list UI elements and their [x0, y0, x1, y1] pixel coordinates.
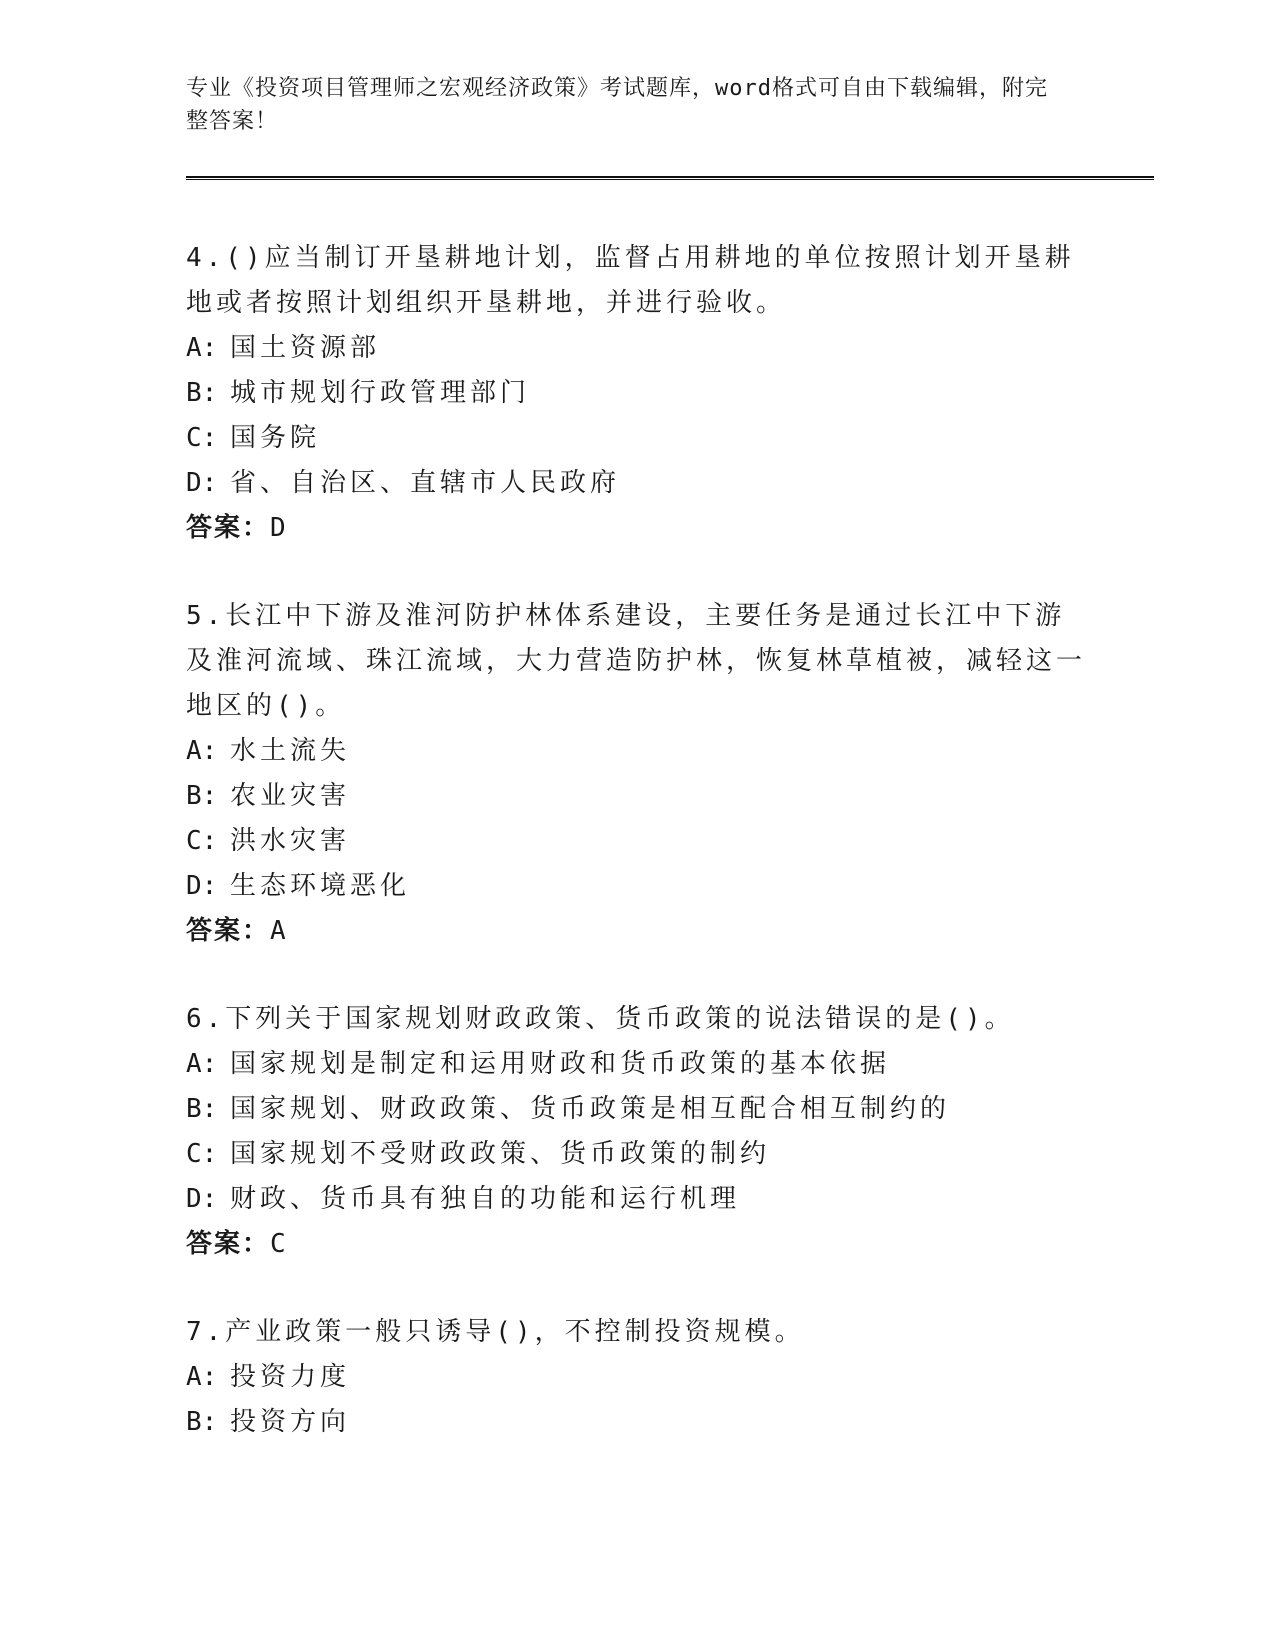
- header-divider: [186, 176, 1154, 180]
- option-key: B:: [186, 1407, 218, 1437]
- answer-option: [186, 819, 1086, 864]
- answer-option: [186, 371, 1086, 416]
- question-item: [186, 997, 1086, 1267]
- option-text: 城市规划行政管理部门: [230, 378, 531, 408]
- option-text: 农业灾害: [230, 781, 351, 811]
- option-key: A:: [186, 1049, 218, 1079]
- option-text: 国家规划是制定和运用财政和货币政策的基本依据: [230, 1049, 891, 1079]
- question-text: 7.产业政策一般只诱导()，不控制投资规模。: [186, 1317, 805, 1347]
- question-text: 4.()应当制订开垦耕地计划，监督占用耕地的单位按照计划开垦耕地或者按照计划组织开垦耕地，并进行验收。: [186, 243, 1075, 318]
- answer-option: [186, 1042, 1086, 1087]
- answer-option: [186, 1132, 1086, 1177]
- option-text: 国土资源部: [230, 333, 381, 363]
- option-text: 洪水灾害: [230, 826, 351, 856]
- option-key: B:: [186, 1094, 218, 1124]
- answer-option: [186, 1400, 1086, 1445]
- option-text: 国家规划不受财政政策、货币政策的制约: [230, 1139, 771, 1169]
- option-text: 生态环境恶化: [230, 871, 411, 901]
- question-text: 5.长江中下游及淮河防护林体系建设，主要任务是通过长江中下游及淮河流域、珠江流域，大力营造防护林，恢复林草植被，减轻这一地区的()。: [186, 601, 1087, 721]
- answer-option: [186, 461, 1086, 506]
- answer-value: D: [270, 513, 288, 543]
- option-text: 国家规划、财政政策、货币政策是相互配合相互制约的: [230, 1094, 951, 1124]
- option-key: C:: [186, 1139, 218, 1169]
- option-key: D:: [186, 468, 218, 498]
- option-key: A:: [186, 1362, 218, 1392]
- answer-option: [186, 774, 1086, 819]
- question-item: [186, 236, 1086, 551]
- option-key: A:: [186, 736, 218, 766]
- answer-label: 答案：: [186, 916, 271, 946]
- option-text: 国务院: [230, 423, 321, 453]
- document-header: 专业《投资项目管理师之宏观经济政策》考试题库，word格式可自由下载编辑，附完整答案！: [186, 76, 1048, 134]
- option-key: B:: [186, 781, 218, 811]
- question-text: 6.下列关于国家规划财政政策、货币政策的说法错误的是()。: [186, 1004, 1015, 1034]
- option-text: 水土流失: [230, 736, 351, 766]
- question-item: [186, 594, 1086, 954]
- question-item: [186, 1310, 1086, 1445]
- answer-option: [186, 1177, 1086, 1222]
- option-key: A:: [186, 333, 218, 363]
- answer-option: [186, 1087, 1086, 1132]
- answer-option: [186, 729, 1086, 774]
- answer-option: [186, 1355, 1086, 1400]
- option-key: B:: [186, 378, 218, 408]
- option-key: D:: [186, 871, 218, 901]
- option-text: 投资方向: [230, 1407, 351, 1437]
- answer-label: 答案：: [186, 513, 271, 543]
- answer-option: [186, 864, 1086, 909]
- answer-label: 答案：: [186, 1229, 271, 1259]
- answer-option: [186, 326, 1086, 371]
- answer-option: [186, 416, 1086, 461]
- option-text: 财政、货币具有独自的功能和运行机理: [230, 1184, 741, 1214]
- option-key: C:: [186, 423, 218, 453]
- option-key: C:: [186, 826, 218, 856]
- option-key: D:: [186, 1184, 218, 1214]
- answer-line: [186, 506, 1086, 551]
- option-text: 省、自治区、直辖市人民政府: [230, 468, 621, 498]
- option-text: 投资力度: [230, 1362, 351, 1392]
- answer-line: [186, 909, 1086, 954]
- answer-line: [186, 1222, 1086, 1267]
- answer-value: C: [270, 1229, 288, 1259]
- answer-value: A: [270, 916, 288, 946]
- question-list: [186, 236, 1086, 1488]
